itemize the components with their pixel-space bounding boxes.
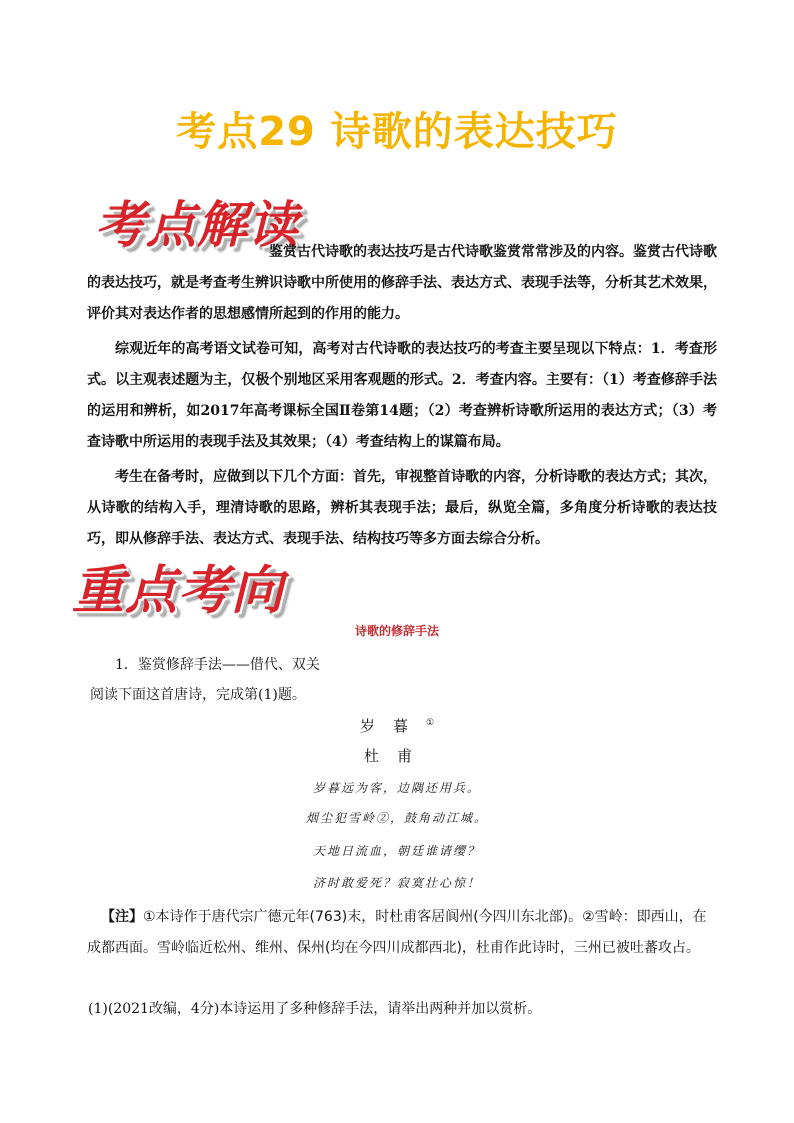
section-subheading: 诗歌的修辞手法 (354, 624, 439, 638)
item-heading: 1．鉴赏修辞手法——借代、双关 (115, 657, 320, 673)
poem-line: 天地日流血，朝廷谁请缨？ (312, 844, 481, 858)
section-banner-key-directions: 重点考向 (72, 561, 285, 621)
poem-title (0, 715, 794, 736)
annotation-tag: 【注】 (101, 909, 143, 925)
poem-annotation (87, 902, 717, 964)
intro-paragraph-1-text: 鉴赏古代诗歌的表达技巧是古代诗歌鉴赏常常涉及的内容。鉴赏古代诗歌的表达技巧，就是考查考生辨识诗歌中所使用的修辞手法、表达方式、表现手法等，分析其艺术效果，评价其对表达作者的思想感情所起到的作用的能力。 (87, 244, 717, 322)
page-title: 考点29 诗歌的表达技巧 (176, 109, 618, 155)
poem-line: 烟尘犯雪岭②，鼓角动江城。 (305, 811, 488, 825)
poem-title-text: 岁暮 (359, 717, 426, 735)
section-banner-exam-analysis: 考点解读 (95, 196, 299, 254)
intro-paragraph-2: 综观近年的高考语文试卷可知，高考对古代诗歌的表达技巧的考查主要呈现以下特点：1．考查形式。以主观表述题为主，仅极个别地区采用客观题的形式。2．考查内容。主要有：（1）考查修辞手法的运用和辨析，如2017年高考课标全国Ⅱ卷第14题；（2）考查辨析诗歌所运用的表达方式；（3）考查诗歌中所运用的表现手法及其效果；（4）考查结构上的谋篇布局。 (87, 341, 717, 450)
reading-instruction: 阅读下面这首唐诗，完成第(1)题。 (90, 687, 306, 703)
annotation-text: ①本诗作于唐代宗广德元年(763)末，时杜甫客居阆州(今四川东北部)。②雪岭：即西山，在成都西面。雪岭临近松州、维州、保州(均在今四川成都西北)，杜甫作此诗时，三州已被吐蕃攻占。 (87, 909, 707, 956)
intro-paragraph-1 (87, 237, 717, 330)
question-1: (1)(2021改编，4分)本诗运用了多种修辞手法，请举出两种并加以赏析。 (88, 1001, 542, 1017)
poem-title-footnote-mark: ① (425, 718, 435, 728)
poem-author: 杜甫 (363, 747, 430, 765)
poem-line: 济时敢爱死？寂寞壮心惊！ (312, 876, 481, 890)
intro-paragraph-3: 考生在备考时，应做到以下几个方面：首先，审视整首诗歌的内容，分析诗歌的表达方式；其次，从诗歌的结构入手，理清诗歌的思路，辨析其表现手法；最后，纵览全篇，多角度分析诗歌的表达技巧，即从修辞手法、表达方式、表现手法、结构技巧等多方面去综合分析。 (87, 469, 717, 547)
poem-line: 岁暮远为客，边隅还用兵。 (312, 781, 481, 795)
